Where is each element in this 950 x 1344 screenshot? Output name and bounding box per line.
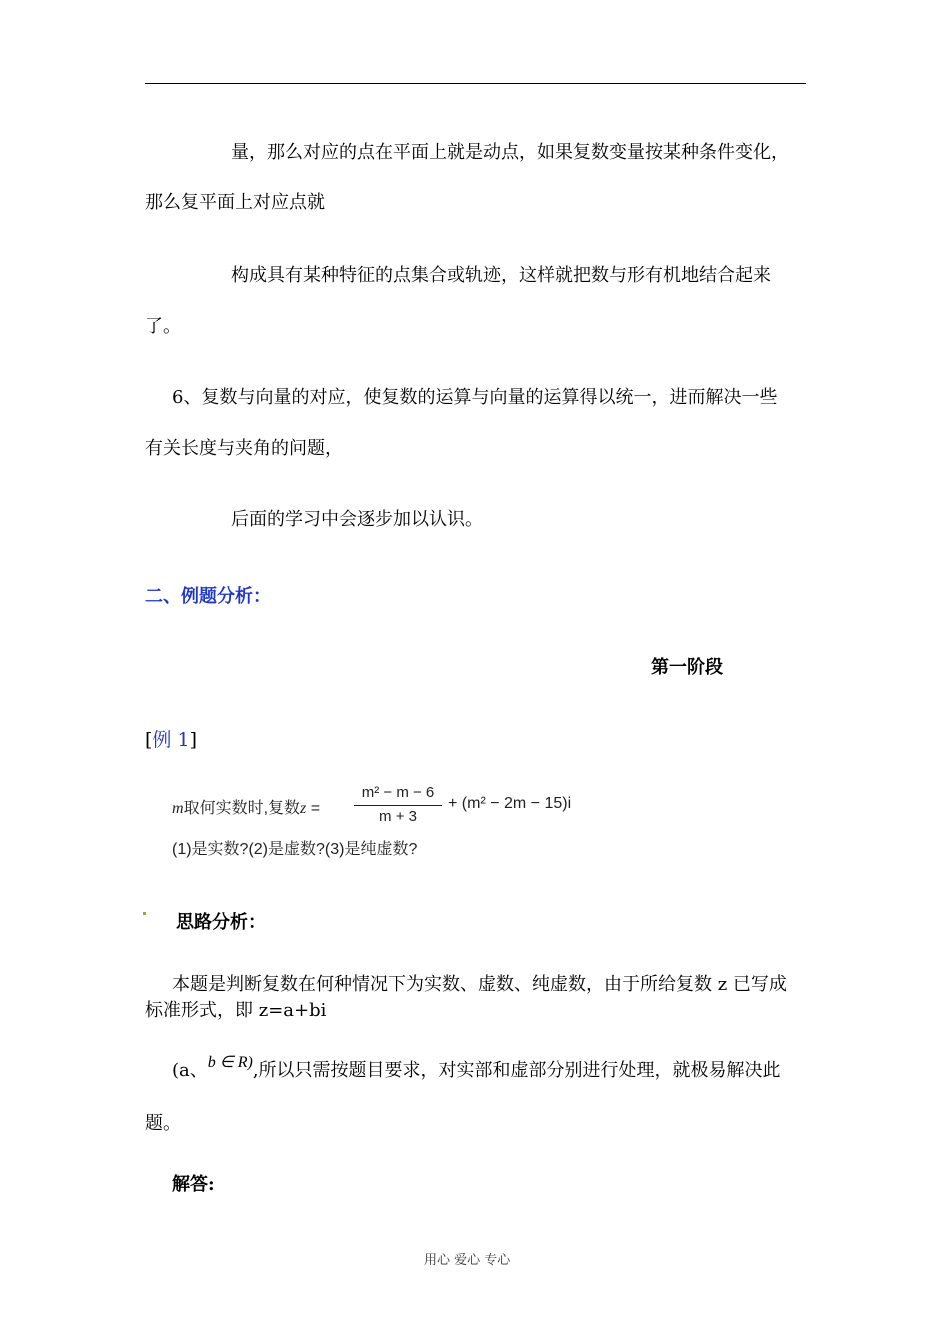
para3-line2: 有关长度与夹角的问题， [145,438,343,459]
para2-line2: 了。 [145,316,181,337]
analysis-line4: 题。 [145,1113,181,1134]
var-z: z [300,800,307,817]
equals-sign: = [306,800,321,817]
fraction-denominator: m + 3 [379,808,417,825]
problem-prefix: 取何实数时,复数 [183,800,301,817]
para2-line1: 构成具有某种特征的点集合或轨迹，这样就把数与形有机地结合起来 [231,265,771,286]
analysis-line3-rest: ,所以只需按题目要求，对实部和虚部分别进行处理，就极易解决此 [252,1060,781,1081]
section-heading: 二、例题分析： [145,586,271,607]
analysis-line3 [172,1054,781,1083]
stage-heading: 第一阶段 [651,657,723,678]
para1-line2: 那么复平面上对应点就 [145,192,325,213]
problem-suffix: + (m² − 2m − 15)i [448,795,572,812]
analysis-line3-prefix: (a、 [172,1060,208,1081]
example-number: 例 1 [152,729,190,751]
bullet-mark [143,912,146,915]
para4: 后面的学习中会逐步加以认识。 [231,509,483,530]
analysis-line1: 本题是判断复数在何种情况下为实数、虚数、纯虚数，由于所给复数 z 已写成 [172,974,787,995]
problem-line1 [172,795,320,818]
fraction-bar [354,805,442,806]
para3-line1: 6、复数与向量的对应，使复数的运算与向量的运算得以统一，进而解决一些 [172,387,778,408]
problem-line2: (1)是实数?(2)是虚数?(3)是纯虚数? [172,841,418,858]
header-rule [145,83,806,84]
example-open-bracket: [ [145,729,153,751]
example-close-bracket: ] [189,729,197,751]
var-m: m [172,800,184,817]
para1-line1: 量，那么对应的点在平面上就是动点，如果复数变量按某种条件变化， [231,142,789,163]
analysis-heading: 思路分析： [176,912,266,933]
analysis-line3-math: b ∈ R) [207,1054,253,1071]
example-label [145,725,197,752]
page-footer: 用心 爱心 专心 [424,1253,511,1268]
fraction-numerator: m² − m − 6 [361,784,435,801]
analysis-line2: 标准形式，即 z=a+bi [145,1000,327,1021]
answer-heading: 解答: [172,1174,215,1195]
